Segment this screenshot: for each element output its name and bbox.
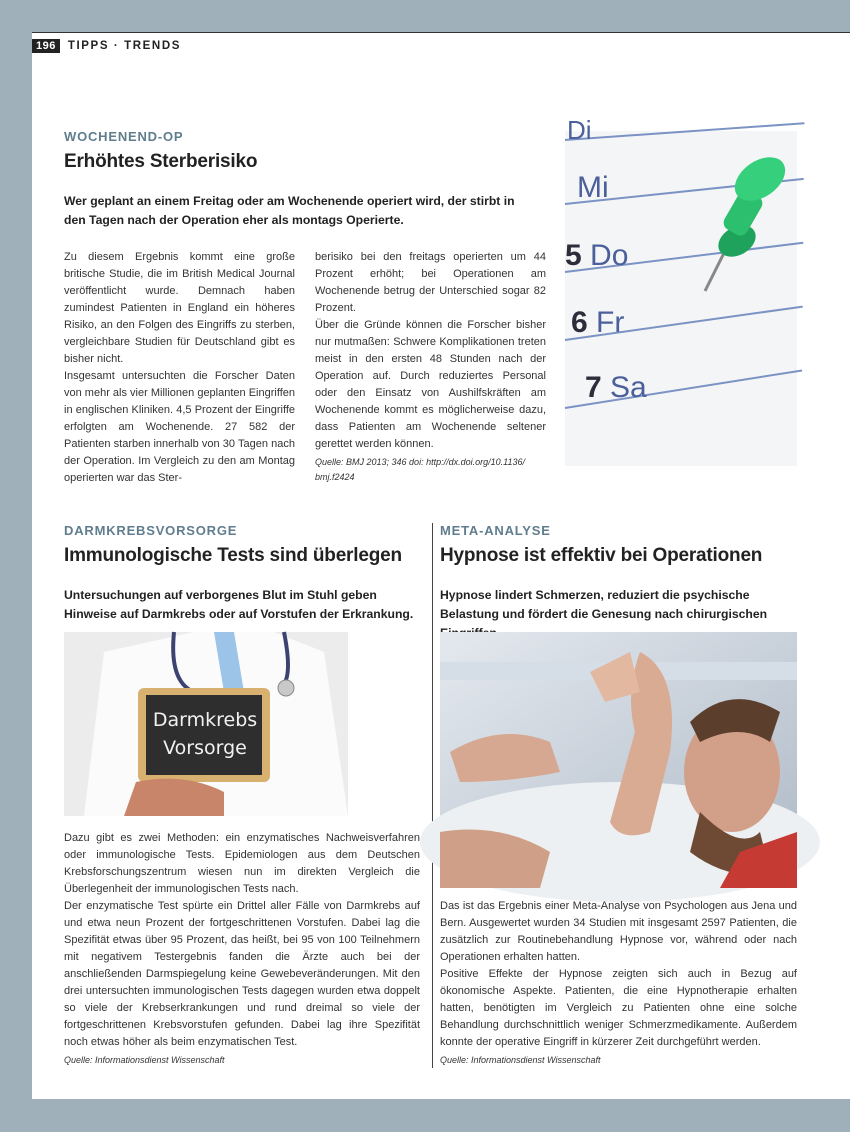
calendar-day: Di: [567, 115, 592, 145]
article1-lead: Wer geplant an einem Freitag oder am Wochenende operiert wird, der stirbt in den Tagen nach der Operation eher als montags Operierte.: [64, 194, 515, 227]
article3-lead: Hypnose lindert Schmerzen, reduziert die psychische Belastung und fördert die Genesung nach chirurgischen: [440, 588, 768, 621]
article2-source: Quelle: Informationsdienst Wissenschaft: [64, 1055, 225, 1065]
calendar-day: 6 Fr: [571, 306, 625, 339]
article1-paragraph: Insgesamt untersuchten die Forscher Daten von mehr als vier Millionen geplanten Eingriffen in englischen Kliniken. 4,5 Prozent der Eingriffe erfolgten am Wochenende. 27 582 der Patienten starben innerhalb von 30 Tagen nach der Operation. Im Vergleich zu den am Montag operierten war das Ster-: [64, 370, 295, 484]
sign-line: Vorsorge: [163, 737, 247, 759]
article2-paragraph: Dazu gibt es zwei Methoden: ein enzymatisches Nachweisverfahren oder immunologische Tests. Epidemiologen aus dem Deutschen Krebsforschungszentrum wiesen nun im direkten Vergleich die Überlegenheit der immunologischen Tests nach.: [64, 832, 420, 895]
doctor-sign-photo: [64, 632, 348, 816]
pushpin-icon: [565, 131, 797, 466]
hypnosis-illustration: [440, 632, 797, 888]
article1-paragraph: Zu diesem Ergebnis kommt eine große britische Studie, die im British Medical Journal veröffentlicht wurde. Demnach haben zumindest Patienten in England ein höheres Risiko, an den Folgen des Eingriffs zu sterben, vergleichbare Studien für Deutschland gibt es bisher nicht.: [64, 251, 295, 365]
article1-headline: Erhöhtes Sterberisiko: [64, 151, 258, 172]
article2-kicker: DARMKREBSVORSORGE: [64, 523, 238, 538]
hypnosis-photo: [440, 632, 797, 888]
article3-kicker: META-ANALYSE: [440, 523, 551, 538]
article3-source: Quelle: Informationsdienst Wissenschaft: [440, 1055, 601, 1065]
section-title: TIPPS · TRENDS: [67, 40, 181, 52]
article2-headline: Immunologische Tests sind überlegen: [64, 545, 402, 566]
running-header: [32, 38, 181, 54]
page-number: 196: [32, 39, 60, 53]
sign-line: Darmkrebs: [152, 709, 258, 731]
calendar-photo: [565, 115, 797, 466]
article3-paragraph: Das ist das Ergebnis einer Meta-Analyse von Psychologen aus Jena und Bern. Ausgewertet wurden 34 Studien mit insgesamt 2597 Patienten, die zusätzlich zur Routinebehandlung Hypnose vor, während oder nach Operationen erhalten hatten.: [440, 900, 797, 963]
article3-headline: Hypnose ist effektiv bei Operationen: [440, 545, 763, 566]
article3-body: [440, 898, 797, 1051]
calendar-day: Mi: [577, 171, 609, 204]
calendar-day: 5 Do: [565, 239, 629, 272]
column-divider: [432, 523, 433, 1068]
article1-column1: [64, 249, 295, 487]
article2-lead: Untersuchungen auf verborgenes Blut im Stuhl geben Hinweise auf Darmkrebs oder auf Vorstufen der Erkrankung.: [64, 588, 414, 621]
header-rule: [32, 32, 850, 33]
article1-kicker: WOCHENEND-OP: [64, 129, 184, 144]
sign-text: [150, 706, 260, 762]
article1-paragraph: Über die Gründe können die Forscher bisher nur mutmaßen: Schwere Komplikationen treten meist in den ersten 48 Stunden nach der Operation auf. Durch reduziertes Personal oder den Einsatz von Aushilfskräften am Wochenende kommt es möglicherweise dazu, dass Patienten am Wochenende seltener gerettet werden können.: [315, 319, 546, 450]
article2-paragraph: Der enzymatische Test spürte ein Drittel aller Fälle von Darmkrebs auf und etwa neun Prozent der fortgeschrittenen Vorstufen. Dabei lag die Spezifität etwas über 95 Prozent, das heißt, bei 95 von 100 Teilnehmern mit negativem Testergebnis fanden die Ärzte auch bei der anschließenden Darmspiegelung keine Gewebeveränderungen. Mit den drei untersuchten immunologischen Tests dagegen wurden etwa doppelt so viele der Krebserkrankungen und rund dreimal so viele der fortgeschrittenen Krebsvorstufen gefunden. Dabei lag ihre Spezifität noch etwas höher als beim enzymatischen Test.: [64, 900, 420, 1048]
article2-body: [64, 830, 420, 1051]
article1-column2: [315, 249, 546, 453]
calendar-day: 7 Sa: [585, 371, 647, 404]
article1-source: Quelle: BMJ 2013; 346 doi: http://dx.doi.org/10.1136/ bmj.f2424: [315, 457, 525, 482]
article3-paragraph: Positive Effekte der Hypnose zeigten sich auch in Bezug auf ökonomische Aspekte. Patienten, die eine Hypnotherapie erhalten hatten, benötigten im Vergleich zu Patienten ohne eine solche Behandlung durchschnittlich weniger Schmerzmedikamente. Außerdem konnte der operative Eingriff in kürzerer Zeit durchgeführt werden.: [440, 968, 797, 1048]
article1-paragraph: berisiko bei den freitags operierten um 44 Prozent erhöht; bei Operationen am Wochenende betrug der Unterschied sogar 82 Prozent.: [315, 251, 546, 314]
